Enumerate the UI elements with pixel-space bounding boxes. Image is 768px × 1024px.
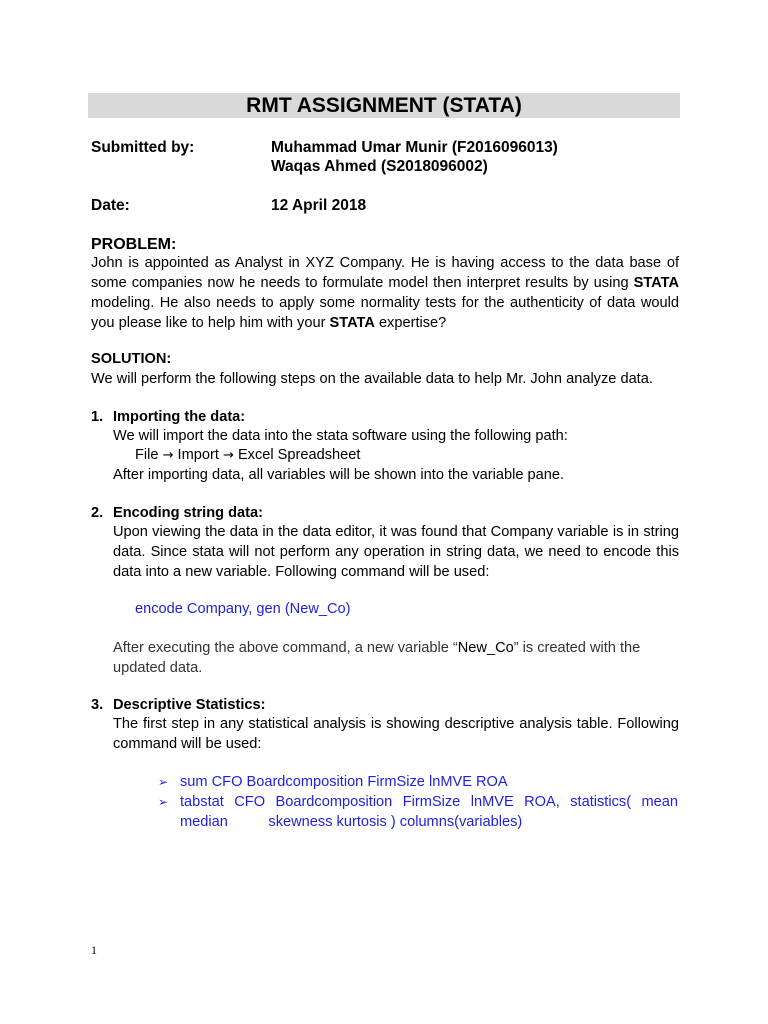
stata-command: tabstat CFO Boardcomposition FirmSize lnMVE ROA, statistics( mean median skewness kurtosis ) columns(variables) <box>180 794 683 830</box>
problem-text: expertise? <box>374 315 447 331</box>
path-segment: File <box>135 447 159 463</box>
bullet-arrow-icon: ➢ <box>158 775 169 789</box>
problem-strong: STATA <box>329 315 375 331</box>
stata-command: sum CFO Boardcomposition FirmSize lnMVE ROA <box>180 774 508 790</box>
step-text: After importing data, all variables will be shown into the variable pane. <box>113 467 565 483</box>
author-2: Waqas Ahmed (S2018096002) <box>271 158 488 175</box>
page-number: 1 <box>91 943 97 957</box>
import-path <box>135 445 360 466</box>
date-value: 12 April 2018 <box>271 197 367 214</box>
submitted-by-label: Submitted by: <box>91 139 195 156</box>
problem-text: John is appointed as Analyst in XYZ Company. He is having access to the data base of some companies now he needs to formulate model then interpret results by using <box>91 255 679 291</box>
step-text: After executing the above command, a new variable “ <box>113 640 458 656</box>
problem-strong: STATA <box>633 275 679 291</box>
step-title: Importing the data: <box>113 409 246 425</box>
stata-command: encode Company, gen (New_Co) <box>135 601 351 617</box>
arrow-right-icon: → <box>222 448 234 463</box>
step-paragraph: The first step in any statistical analysis is showing descriptive analysis table. Following command will be used: <box>113 716 679 752</box>
step-paragraph: Upon viewing the data in the data editor, it was found that Company variable is in string data. Since stata will not perform any operation in string data, we need to encode this data into a new variable. Following command will be used: <box>113 524 679 580</box>
step-number: 3. <box>91 697 104 713</box>
date-label: Date: <box>91 197 130 214</box>
step-title: Descriptive Statistics: <box>113 697 266 713</box>
bullet-arrow-icon: ➢ <box>158 795 169 809</box>
step-number: 1. <box>91 409 104 425</box>
step-paragraph <box>113 638 679 678</box>
path-segment: Import <box>177 447 219 463</box>
variable-name: New_Co <box>457 640 514 656</box>
document-title: RMT ASSIGNMENT (STATA) <box>246 94 522 117</box>
step-text: ” is created with the updated data. <box>113 640 641 676</box>
problem-heading: PROBLEM: <box>91 236 177 253</box>
arrow-right-icon: → <box>162 448 174 463</box>
step-text: We will import the data into the stata software using the following path: <box>113 428 568 444</box>
solution-heading: SOLUTION: <box>91 351 172 367</box>
problem-paragraph <box>91 253 679 333</box>
problem-text: modeling. He also needs to apply some normality tests for the authenticity of data would you please like to help him with your <box>91 295 679 331</box>
step-number: 2. <box>91 505 104 521</box>
author-1: Muhammad Umar Munir (F2016096013) <box>271 139 558 156</box>
solution-text: We will perform the following steps on the available data to help Mr. John analyze data. <box>91 371 653 387</box>
step-title: Encoding string data: <box>113 505 263 521</box>
path-segment: Excel Spreadsheet <box>237 447 361 463</box>
